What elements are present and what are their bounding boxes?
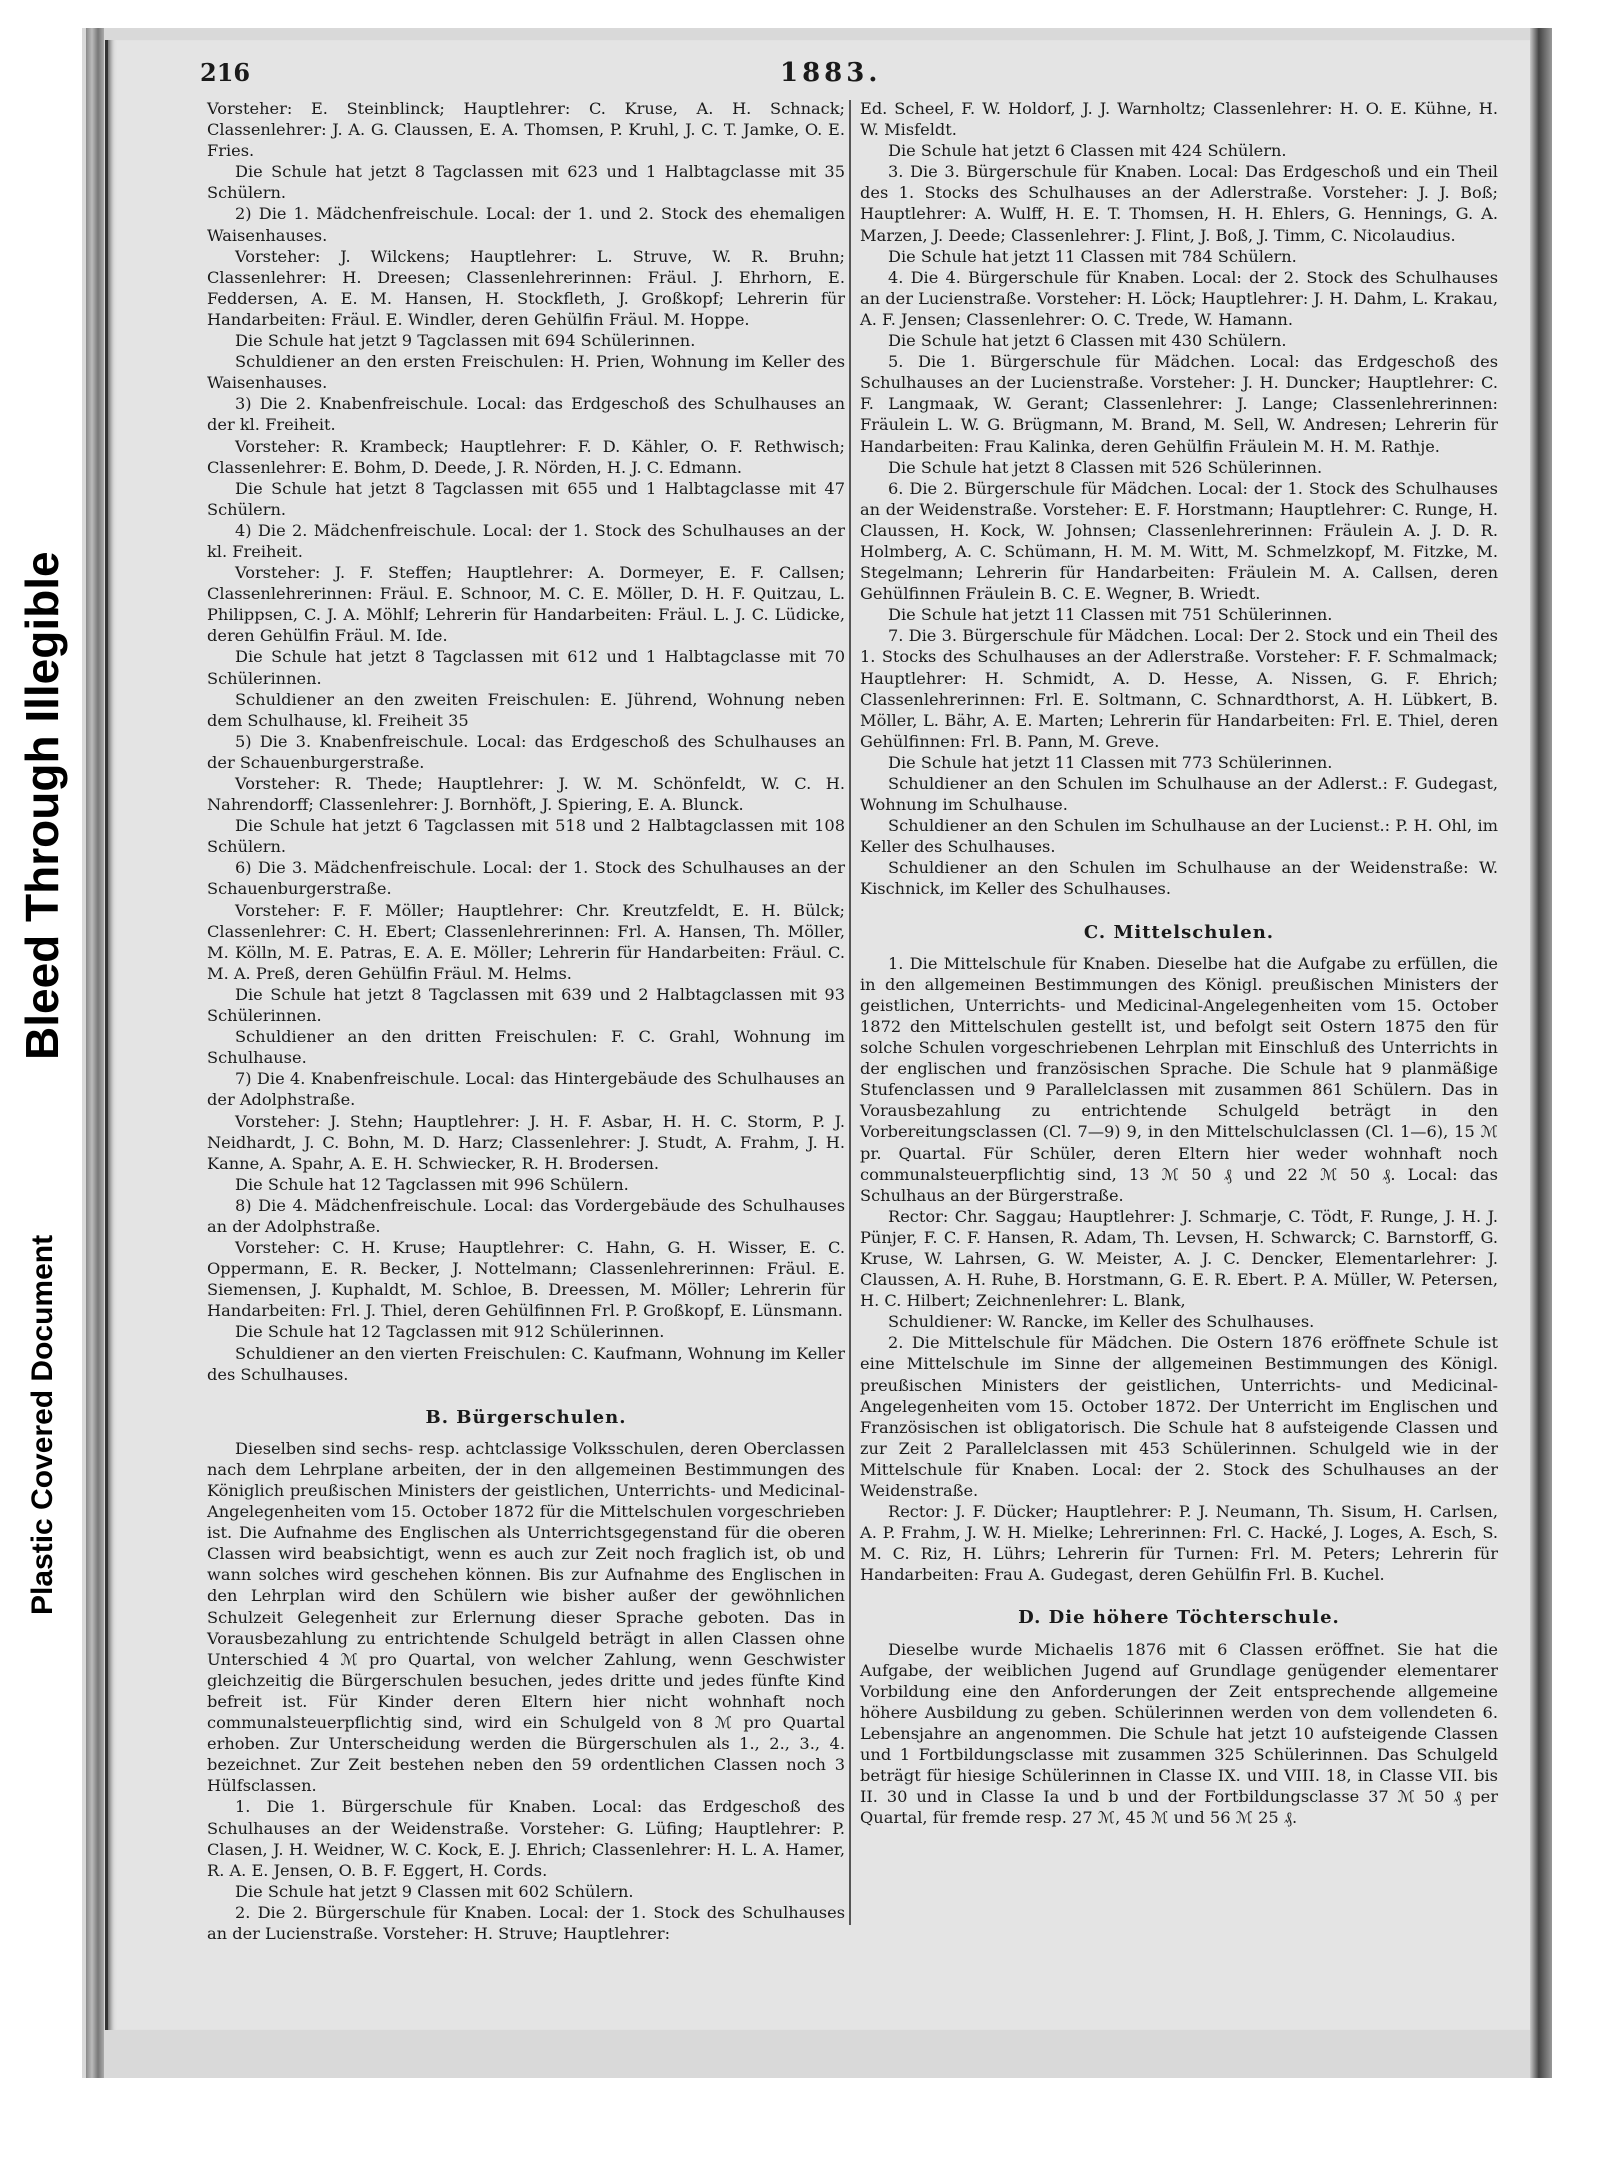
paragraph: 6) Die 3. Mädchenfreischule. Local: der 1. Stock des Schulhauses an der Schauenburgerstraße. — [207, 858, 845, 899]
paragraph: Vorsteher: J. F. Steffen; Hauptlehrer: A. Dormeyer, E. F. Callsen; Classenlehrerinnen: Fräul. E. Schnoor, M. C. E. Möller, D. H. F. Quitzau, L. Philippsen, C. J. A. Möhlf; Lehrerin für Handarbeiten: Fräul. L. J. C. Lüdicke, deren Gehülfin Fräul. M. Ide. — [207, 563, 845, 646]
paragraph: Vorsteher: E. Steinblinck; Hauptlehrer: C. Kruse, A. H. Schnack; Classenlehrer: J. A. G. Claussen, E. A. Thomsen, P. Kruhl, J. C. T. Jamke, O. E. Fries. — [207, 99, 845, 161]
paragraph: 4) Die 2. Mädchenfreischule. Local: der 1. Stock des Schulhauses an der kl. Freiheit. — [207, 520, 845, 561]
paragraph: 8) Die 4. Mädchenfreischule. Local: das Vordergebäude des Schulhauses an der Adolphstraße. — [207, 1195, 845, 1236]
paragraph: Rector: J. F. Dücker; Hauptlehrer: P. J. Neumann, Th. Sisum, H. Carlsen, A. P. Frahm, J. W. H. Mielke; Lehrerinnen: Frl. C. Hacké, J. Loges, A. Esch, S. M. C. Riz, H. Lührs; Lehrerin für Turnen: Frl. M. Peters; Lehrerin für Handarbeiten: Frau A. Gudegast, deren Gehülfin Frl. B. Kuchel. — [860, 1502, 1498, 1585]
paragraph: Schuldiener an den Schulen im Schulhause an der Lucienst.: P. H. Ohl, im Keller des Schulhauses. — [860, 816, 1498, 857]
paragraph: Rector: Chr. Saggau; Hauptlehrer: J. Schmarje, C. Tödt, F. Runge, J. H. J. Pünjer, F. C. F. Hansen, R. Adam, Th. Levsen, H. Schwarck; C. Barnstorff, G. Kruse, W. Lahrsen, G. W. Meister, A. J. C. Dencker, Elementarlehrer: J. Claussen, A. H. Ruhe, B. Horstmann, G. E. R. Ebert. P. A. Müller, W. Petersen, H. C. Hilbert; Zeichnenlehrer: L. Blank, — [860, 1206, 1498, 1311]
paragraph: Schuldiener an den dritten Freischulen: F. C. Grahl, Wohnung im Schulhause. — [207, 1027, 845, 1068]
paragraph: Vorsteher: C. H. Kruse; Hauptlehrer: C. Hahn, G. H. Wisser, E. C. Oppermann, E. R. Becker, J. Nottelmann; Classenlehrerinnen: Fräul. E. Siemensen, J. Kuphaldt, M. Schloe, B. Dreessen, M. Möller; Lehrerin für Handarbeiten: Frl. J. Thiel, deren Gehülfinnen Frl. P. Großkopf, E. Lünsmann. — [207, 1238, 845, 1321]
paragraph: Vorsteher: R. Thede; Hauptlehrer: J. W. M. Schönfeldt, W. C. H. Nahrendorff; Classenlehrer: J. Bornhöft, J. Spiering, E. A. Blunck. — [207, 774, 845, 815]
paragraph: Die Schule hat jetzt 9 Tagclassen mit 694 Schülerinnen. — [235, 331, 696, 351]
paragraph: Schuldiener an den ersten Freischulen: H. Prien, Wohnung im Keller des Waisenhauses. — [207, 352, 845, 393]
section-heading: C. Mittelschulen. — [1083, 921, 1275, 943]
paragraph: 2. Die Mittelschule für Mädchen. Die Ostern 1876 eröffnete Schule ist eine Mittelschule im Sinne der allgemeinen Bestimmungen des Königl. preußischen Ministers der geistlichen, Unterrichts- und Medicinal-Angelegenheiten vom 15. October 1872. Der Unterricht im Englischen und Französischen ist obligatorisch. Die Schule hat 8 aufsteigende Classen und zur Zeit 2 Parallelclassen mit 453 Schülerinnen. Schulgeld wie in der Mittelschule für Knaben. Local: der 2. Stock des Schulhauses an der Weidenstraße. — [860, 1333, 1498, 1500]
paragraph: 3. Die 3. Bürgerschule für Knaben. Local: Das Erdgeschoß und ein Theil des 1. Stocks des Schulhauses an der Adlerstraße. Vorsteher: J. J. Boß; Hauptlehrer: A. Wulff, H. E. T. Thomsen, H. H. Ehlers, G. Hennings, G. A. Marzen, J. Deede; Classenlehrer: J. Flint, J. Boß, J. Timm, C. Nicolaudius. — [860, 162, 1498, 245]
paragraph: 3) Die 2. Knabenfreischule. Local: das Erdgeschoß des Schulhauses an der kl. Freiheit. — [207, 394, 845, 435]
paragraph: 5) Die 3. Knabenfreischule. Local: das Erdgeschoß des Schulhauses an der Schauenburgerstraße. — [207, 731, 845, 772]
left-column — [207, 98, 845, 1944]
paragraph: 4. Die 4. Bürgerschule für Knaben. Local: der 2. Stock des Schulhauses an der Lucienstraße. Vorsteher: H. Löck; Hauptlehrer: J. H. Dahm, L. Krakau, A. F. Jensen; Classenlehrer: O. C. Trede, W. Hamann. — [860, 267, 1498, 329]
section-heading: B. Bürgerschulen. — [425, 1406, 627, 1428]
paragraph: 5. Die 1. Bürgerschule für Mädchen. Local: das Erdgeschoß des Schulhauses an der Lucienstraße. Vorsteher: J. H. Duncker; Hauptlehrer: C. F. Langmaak, W. Gerant; Classenlehrer: J. Lange; Classenlehrerinnen: Fräulein L. W. G. Brügmann, M. Brand, M. Sell, W. Andresen; Lehrerin für Handarbeiten: Frau Kalinka, deren Gehülfin Fräulein M. H. M. Rathje. — [860, 352, 1498, 456]
page-year-title: 1883. — [780, 58, 882, 88]
paragraph: 1. Die 1. Bürgerschule für Knaben. Local: das Erdgeschoß des Schulhauses an der Weidenstraße. Vorsteher: G. Lüfing; Hauptlehrer: P. Clasen, J. H. Weidner, W. C. Kock, E. J. Ehrich; Classenlehrer: H. L. A. Hamer, R. A. E. Jensen, O. B. F. Eggert, H. Cords. — [207, 1797, 845, 1880]
paragraph: 2) Die 1. Mädchenfreischule. Local: der 1. und 2. Stock des ehemaligen Waisenhauses. — [207, 204, 845, 245]
side-annotation — [6, 280, 76, 1660]
paragraph: 7) Die 4. Knabenfreischule. Local: das Hintergebäude des Schulhauses an der Adolphstraße. — [207, 1069, 845, 1110]
paragraph: Die Schule hat jetzt 11 Classen mit 773 Schülerinnen. — [888, 752, 1333, 772]
paragraph: Dieselben sind sechs- resp. achtclassige Volksschulen, deren Oberclassen nach dem Lehrplane arbeiten, der in den allgemeinen Bestimmungen des Königlich preußischen Ministers der geistlichen, Unterrichts- und Medicinal-Angelegenheiten vom 15. October 1872 für die Mittelschulen vorgeschrieben ist. Die Aufnahme des Englischen als Unterrichtsgegenstand für die oberen Classen wird beabsichtigt, wenn es auch zur Zeit noch fraglich ist, ob und wann solches wird geschehen können. Bis zur Aufnahme des Englischen in den Lehrplan wird den Schülern wie bisher außer der gewöhnlichen Schulzeit Gelegenheit zur Erlernung dieser Sprache geboten. Das in Vorausbezahlung zu entrichtende Schulgeld beträgt in allen Classen ohne Unterschied 4 ℳ pro Quartal, von welcher Zahlung, wenn Geschwister gleichzeitig die Bürgerschulen besuchen, jedes dritte und jedes fünfte Kind befreit ist. Für Kinder deren Eltern hier nicht wohnhaft noch communalsteuerpflichtig sind, wird ein Schulgeld von 8 ℳ pro Quartal erhoben. Zur Unterscheidung werden die Bürgerschulen als 1., 2., 3., 4. bezeichnet. Zur Zeit bestehen neben den 59 ordentlichen Classen noch 3 Hülfsclassen. — [207, 1438, 845, 1796]
side-label-plastic-covered: Plastic Covered Document — [26, 1234, 59, 1615]
paragraph: Schuldiener an den Schulen im Schulhause an der Adlerst.: F. Gudegast, Wohnung im Schulhause. — [860, 774, 1498, 815]
paragraph: 1. Die Mittelschule für Knaben. Dieselbe hat die Aufgabe zu erfüllen, die in den allgemeinen Bestimmungen des Königl. preußischen Ministers der geistlichen, Unterrichts- und Medicinal-Angelegenheiten vom 15. October 1872 den Mittelschulen gestellt ist, und befolgt seit Ostern 1875 den für solche Schulen vorgeschriebenen Lehrplan mit Einschluß des Unterrichts in der englischen und französischen Sprache. Die Schule hat 9 planmäßige Stufenclassen und 9 Parallelclassen mit zusammen 861 Schülern. Das in Vorausbezahlung zu entrichtende Schulgeld beträgt in den Vorbereitungsclassen (Cl. 7—9) 9, in den Mittelschulclassen (Cl. 1—6), 15 ℳ pr. Quartal. Für Schüler, deren Eltern hier weder wohnhaft noch communalsteuerpflichtig sind, 13 ℳ 50 ₰ und 22 ℳ 50 ₰. Local: das Schulhaus an der Bürgerstraße. — [860, 953, 1498, 1205]
paragraph: Vorsteher: R. Krambeck; Hauptlehrer: F. D. Kähler, O. F. Rethwisch; Classenlehrer: E. Bohm, D. Deede, J. R. Nörden, H. J. C. Edmann. — [207, 436, 845, 477]
paragraph: Die Schule hat jetzt 11 Classen mit 784 Schülern. — [888, 246, 1297, 266]
paragraph: Vorsteher: J. Stehn; Hauptlehrer: J. H. F. Asbar, H. H. C. Storm, P. J. Neidhardt, J. C. Bohn, M. D. Harz; Classenlehrer: J. Studt, A. Frahm, J. H. Kanne, A. Spahr, A. E. H. Schwiecker, R. H. Brodersen. — [207, 1111, 845, 1173]
paragraph: Vorsteher: J. Wilckens; Hauptlehrer: L. Struve, W. R. Bruhn; Classenlehrer: H. Dreesen; Classenlehrerinnen: Fräul. J. Ehrhorn, E. Feddersen, A. E. M. Hansen, H. Stockfleth, J. Großkopf; Lehrerin für Handarbeiten: Fräul. E. Windler, deren Gehülfin Fräul. M. Hoppe. — [207, 246, 845, 329]
side-label-bleed-through: Bleed Through Illegible — [16, 551, 68, 1060]
paragraph: Die Schule hat jetzt 6 Tagclassen mit 518 und 2 Halbtagclassen mit 108 Schülern. — [207, 816, 845, 857]
paragraph: Die Schule hat jetzt 6 Classen mit 430 Schülern. — [888, 331, 1287, 351]
paragraph: 6. Die 2. Bürgerschule für Mädchen. Local: der 1. Stock des Schulhauses an der Weidenstraße. Vorsteher: E. F. Horstmann; Hauptlehrer: C. Runge, H. Claussen, H. Kock, W. Johnsen; Classenlehrerinnen: Fräulein A. J. D. R. Holmberg, A. C. Schümann, H. M. M. Witt, M. Schmelzkopf, M. Fitzke, M. Stegelmann; Lehrerin für Handarbeiten: Fräulein M. A. Callsen, deren Gehülfinnen Fräulein B. C. E. Wegner, B. Wriedt. — [860, 478, 1498, 604]
page-header — [200, 58, 1500, 98]
paragraph: Die Schule hat jetzt 9 Classen mit 602 Schülern. — [235, 1881, 634, 1901]
paragraph: Schuldiener an den Schulen im Schulhause an der Weidenstraße: W. Kischnick, im Keller des Schulhauses. — [860, 858, 1498, 899]
section-heading: D. Die höhere Töchterschule. — [1018, 1607, 1340, 1629]
paragraph: Schuldiener an den vierten Freischulen: C. Kaufmann, Wohnung im Keller des Schulhauses. — [207, 1343, 845, 1384]
paragraph: Die Schule hat jetzt 6 Classen mit 424 Schülern. — [888, 141, 1287, 161]
paragraph: Vorsteher: F. F. Möller; Hauptlehrer: Chr. Kreutzfeldt, E. H. Bülck; Classenlehrer: C. H. Ebert; Classenlehrerinnen: Frl. A. Hansen, Th. Möller, M. Kölln, M. E. Patras, E. A. E. Möller; Lehrerin für Handarbeiten: Fräul. C. M. A. Preß, deren Gehülfin Fräul. M. Helms. — [207, 900, 845, 983]
paragraph: Die Schule hat jetzt 8 Tagclassen mit 639 und 2 Halbtagclassen mit 93 Schülerinnen. — [207, 984, 845, 1026]
paragraph: Die Schule hat 12 Tagclassen mit 912 Schülerinnen. — [235, 1322, 665, 1342]
paragraph: Dieselbe wurde Michaelis 1876 mit 6 Classen eröffnet. Sie hat die Aufgabe, der weiblichen Jugend auf Grundlage genügender elementarer Vorbildung eine den Anforderungen der Zeit entsprechende allgemeine höhere Ausbildung zu geben. Schülerinnen werden von dem vollendeten 6. Lebensjahre an angenommen. Die Schule hat jetzt 10 aufsteigende Classen und 1 Fortbildungsclasse mit zusammen 325 Schülerinnen. Das Schulgeld beträgt für hiesige Schülerinnen in Classe IX. und VIII. 18, in Classe VII. bis II. 30 und in Classe Ia und b und der Fortbildungsclasse 37 ℳ 50 ₰ per Quartal, für fremde resp. 27 ℳ, 45 ℳ und 56 ℳ 25 ₰. — [860, 1639, 1498, 1828]
paragraph: Die Schule hat jetzt 8 Tagclassen mit 612 und 1 Halbtagclasse mit 70 Schülerinnen. — [207, 647, 845, 688]
paragraph: Schuldiener an den zweiten Freischulen: E. Jührend, Wohnung neben dem Schulhause, kl. Freiheit 35 — [207, 689, 845, 730]
paragraph: 7. Die 3. Bürgerschule für Mädchen. Local: Der 2. Stock und ein Theil des 1. Stocks des Schulhauses an der Adlerstraße. Vorsteher: F. F. Schmalmack; Hauptlehrer: H. Schmidt, A. D. Hesse, A. Nissen, G. F. Ehrich; Classenlehrerinnen: Frl. E. Soltmann, C. Schnardthorst, A. H. Lübkert, B. Möller, L. Bähr, A. E. Marten; Lehrerin für Handarbeiten: Frl. E. Thiel, deren Gehülfinnen: Frl. B. Pann, M. Greve. — [860, 626, 1498, 751]
paragraph: Die Schule hat jetzt 8 Tagclassen mit 655 und 1 Halbtagclasse mit 47 Schülern. — [207, 478, 845, 519]
paragraph: Schuldiener: W. Rancke, im Keller des Schulhauses. — [888, 1312, 1315, 1332]
paragraph: Die Schule hat jetzt 8 Classen mit 526 Schülerinnen. — [888, 457, 1323, 477]
page-number: 216 — [200, 58, 251, 87]
book-spine — [86, 28, 104, 2078]
paragraph: Ed. Scheel, F. W. Holdorf, J. J. Warnholtz; Classenlehrer: H. O. E. Kühne, H. W. Misfeldt. — [860, 99, 1498, 140]
column-divider — [849, 100, 851, 1925]
page-right-edge — [1530, 28, 1552, 2078]
right-column — [860, 98, 1498, 1828]
paragraph: Die Schule hat jetzt 11 Classen mit 751 Schülerinnen. — [888, 605, 1333, 625]
paragraph: 2. Die 2. Bürgerschule für Knaben. Local: der 1. Stock des Schulhauses an der Lucienstraße. Vorsteher: H. Struve; Hauptlehrer: — [207, 1902, 845, 1943]
paragraph: Die Schule hat jetzt 8 Tagclassen mit 623 und 1 Halbtagclasse mit 35 Schülern. — [207, 162, 845, 203]
paragraph: Die Schule hat 12 Tagclassen mit 996 Schülern. — [235, 1174, 629, 1194]
